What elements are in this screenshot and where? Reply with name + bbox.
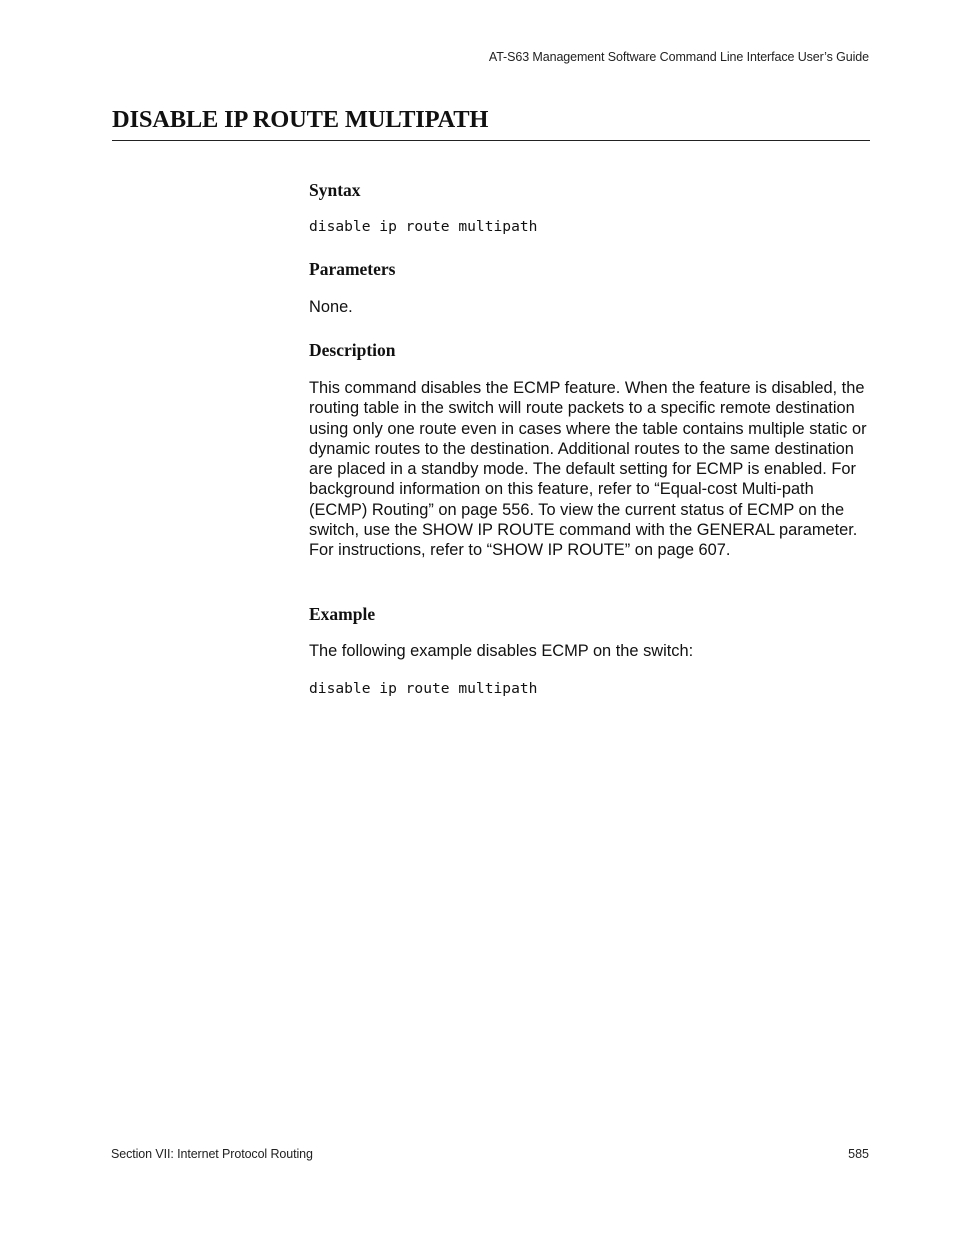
running-header: AT-S63 Management Software Command Line Interface User’s Guide bbox=[488, 50, 869, 64]
syntax-command: disable ip route multipath bbox=[309, 218, 538, 235]
description-heading: Description bbox=[309, 340, 396, 360]
example-heading: Example bbox=[309, 604, 376, 624]
example-command: disable ip route multipath bbox=[309, 680, 538, 697]
footer-section: Section VII: Internet Protocol Routing bbox=[111, 1147, 313, 1161]
parameters-text: None. bbox=[309, 298, 353, 316]
parameters-heading: Parameters bbox=[309, 259, 396, 279]
example-intro: The following example disables ECMP on the switch: bbox=[309, 642, 694, 660]
page-number: 585 bbox=[848, 1147, 869, 1161]
description-text: This command disables the ECMP feature. When the feature is disabled, the routing table in the switch will route packets to a specific remote destination using only one route even in cases where the table contains multiple static or dynamic routes to the destination. Additional routes to the same destination are placed in a standby mode. The default setting for ECMP is enabled. For background information on this feature, refer to “Equal-cost Multi-path (ECMP) Routing” on page 556. To view the current status of ECMP on the switch, use the SHOW IP ROUTE command with the GENERAL parameter. For instructions, refer to “SHOW IP ROUTE” on page 607. bbox=[309, 379, 867, 560]
syntax-heading: Syntax bbox=[309, 180, 361, 200]
page-title: DISABLE IP ROUTE MULTIPATH bbox=[112, 106, 489, 133]
title-divider bbox=[112, 140, 870, 141]
